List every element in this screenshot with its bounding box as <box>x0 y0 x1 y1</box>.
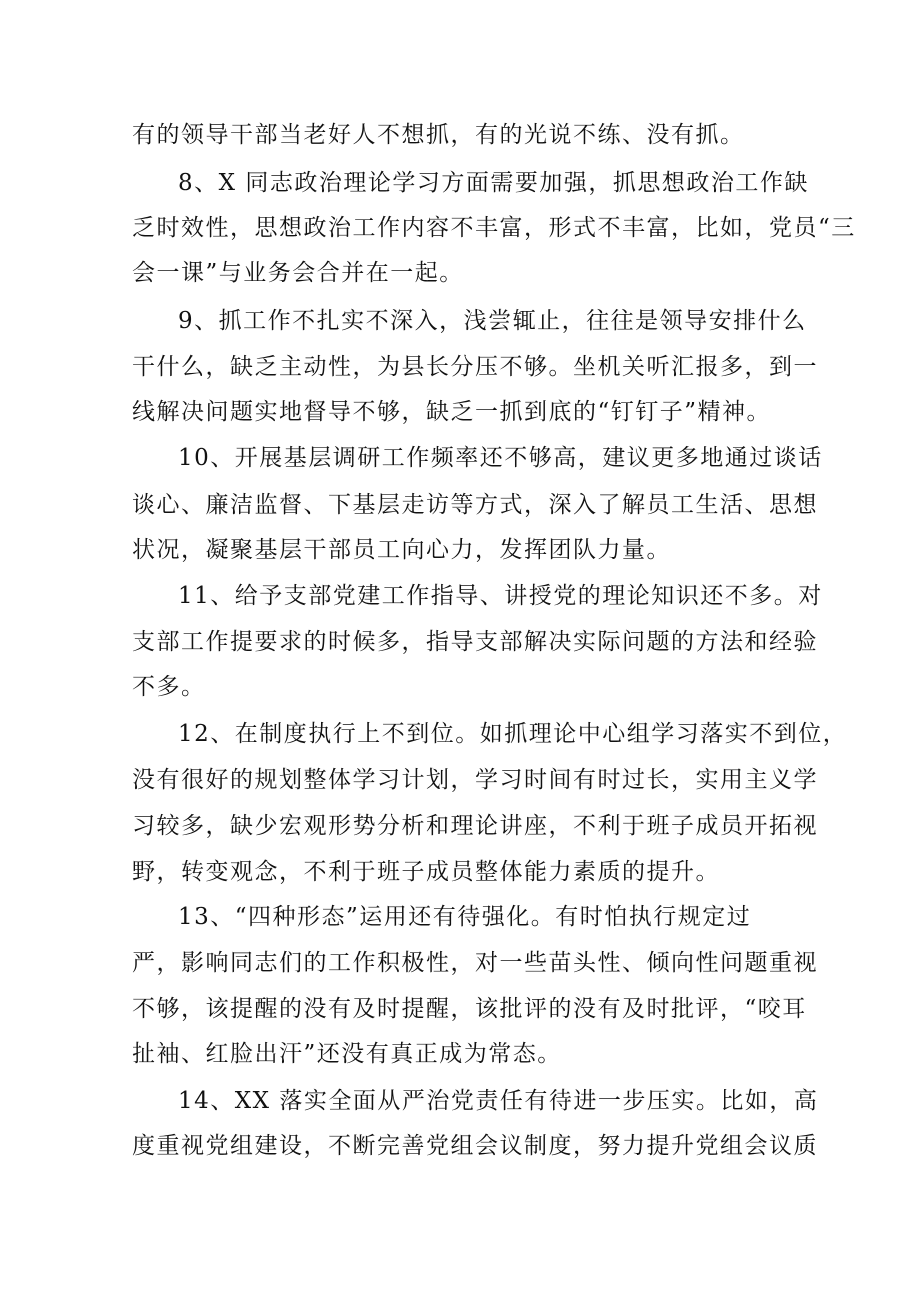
text-line: 会一课”与业务会合并在一起。 <box>132 260 464 286</box>
text-line: 支部工作提要求的时候多，指导支部解决实际问题的方法和经验 <box>132 629 818 655</box>
text-line: 谈心、廉洁监督、下基层走访等方式，深入了解员工生活、思想 <box>132 492 818 518</box>
text-line: 扯袖、红脸出汗”还没有真正成为常态。 <box>132 1041 562 1067</box>
text-line: 严，影响同志们的工作积极性，对一些苗头性、倾向性问题重视 <box>132 950 818 976</box>
text-line: 不多。 <box>132 674 206 700</box>
text-line: 没有很好的规划整体学习计划，学习时间有时过长，实用主义学 <box>132 767 818 793</box>
text-line: 9、抓工作不扎实不深入，浅尝辄止，往往是领导安排什么 <box>178 308 807 334</box>
text-line: 乏时效性，思想政治工作内容不丰富，形式不丰富，比如，党员“三 <box>132 215 856 241</box>
text-line: 度重视党组建设，不断完善党组会议制度，努力提升党组会议质 <box>132 1133 818 1159</box>
text-line: 有的领导干部当老好人不想抓，有的光说不练、没有抓。 <box>132 122 745 148</box>
text-line: 状况，凝聚基层干部员工向心力，发挥团队力量。 <box>132 537 671 563</box>
text-line: 线解决问题实地督导不够，缺乏一抓到底的“钉钉子”精神。 <box>132 399 772 425</box>
text-line: 13、“四种形态”运用还有待强化。有时怕执行规定过 <box>178 904 752 930</box>
text-line: 11、给予支部党建工作指导、讲授党的理论知识还不多。对 <box>178 583 823 609</box>
text-line: 14、XX 落实全面从严治党责任有待进一步压实。比如，高 <box>178 1088 819 1114</box>
text-line: 12、在制度执行上不到位。如抓理论中心组学习落实不到位， <box>178 721 848 747</box>
text-line: 10、开展基层调研工作频率还不够高，建议更多地通过谈话 <box>178 445 823 471</box>
text-line: 野，转变观念，不利于班子成员整体能力素质的提升。 <box>132 859 720 885</box>
text-line: 不够，该提醒的没有及时提醒，该批评的没有及时批评，“咬耳 <box>132 996 807 1022</box>
text-line: 8、X 同志政治理论学习方面需要加强，抓思想政治工作缺 <box>178 170 809 196</box>
text-line: 干什么，缺乏主动性，为县长分压不够。坐机关听汇报多，到一 <box>132 354 818 380</box>
text-line: 习较多，缺少宏观形势分析和理论讲座，不利于班子成员开拓视 <box>132 813 818 839</box>
